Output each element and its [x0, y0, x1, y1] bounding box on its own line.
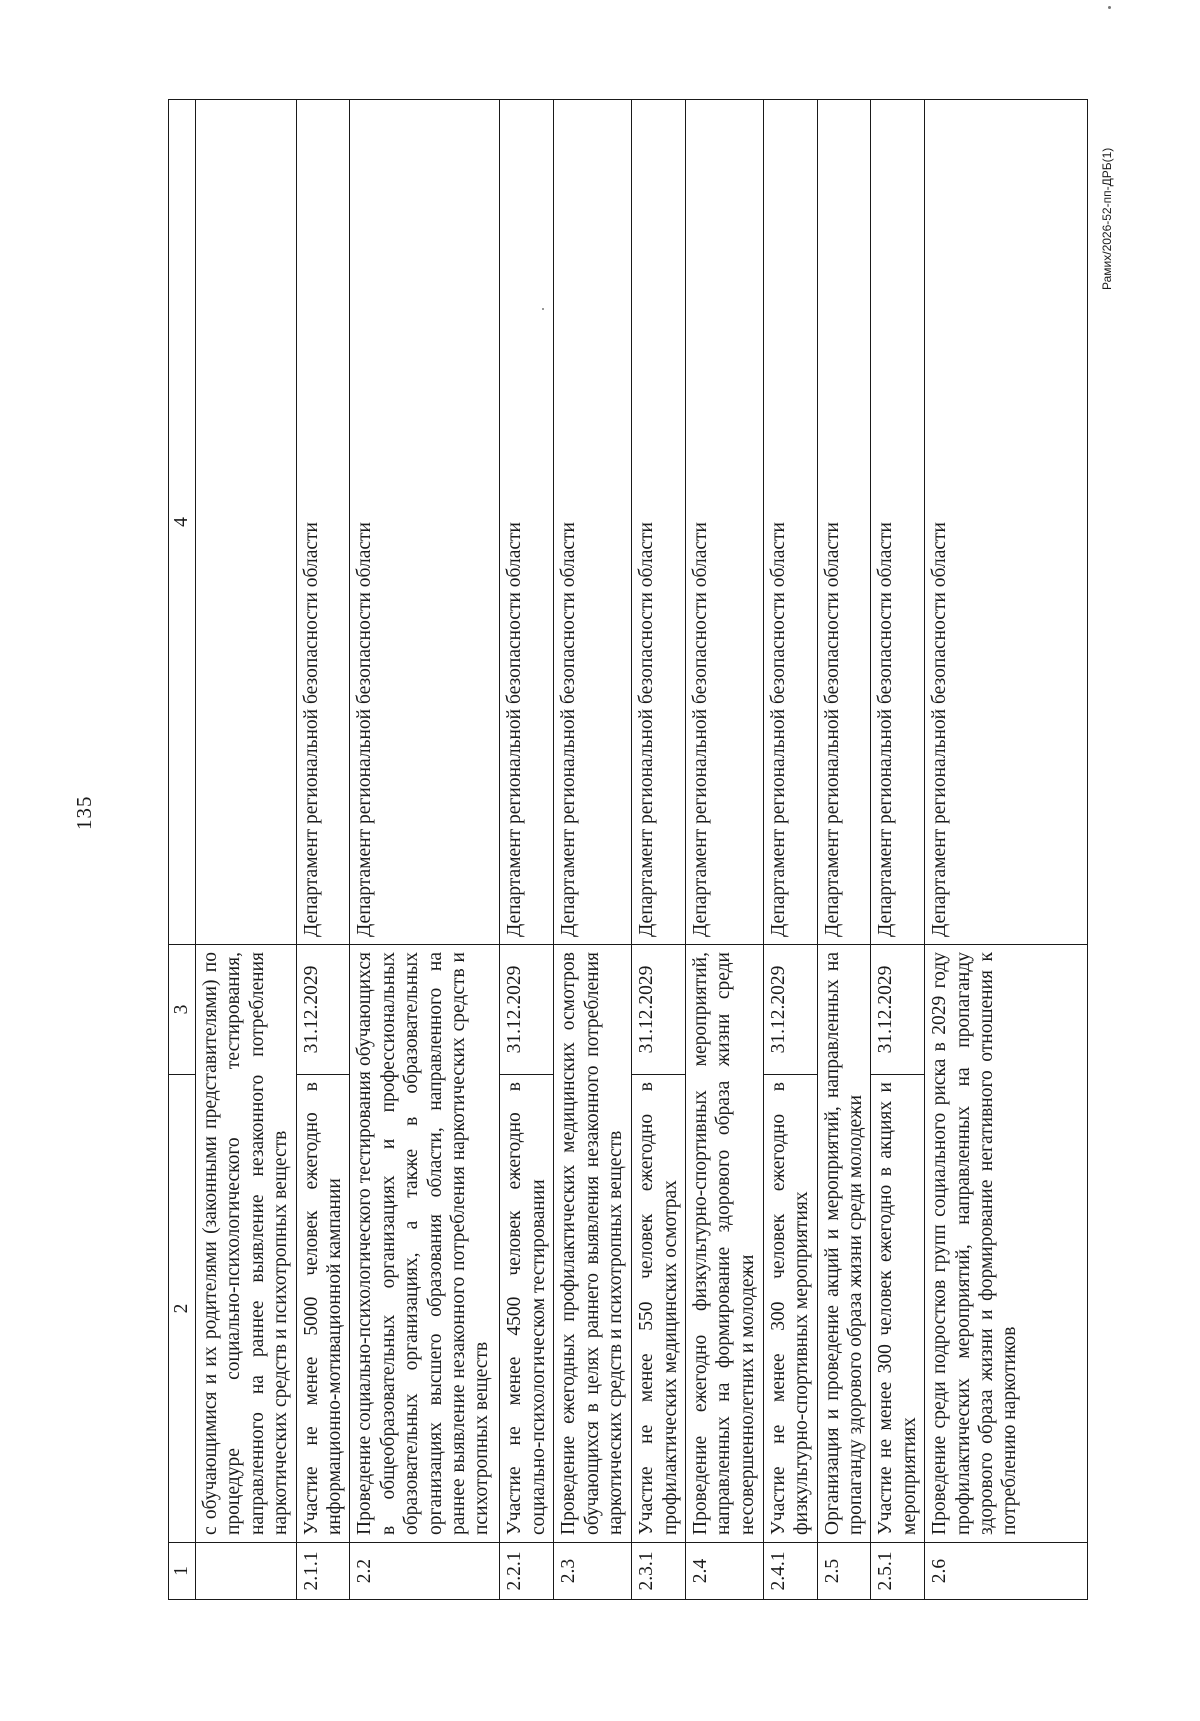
header-col-1: 1 — [169, 1543, 196, 1600]
row-responsible: Департамент региональной безопасности области — [554, 100, 632, 945]
table-row — [871, 100, 925, 1600]
row-description: Организация и проведение акций и мероприятий, направленных на пропаганду здорового образа жизни среди молодежи — [817, 945, 871, 1543]
row-responsible: Департамент региональной безопасности области — [871, 100, 925, 945]
row-description: Проведение среди подростков групп социального риска в 2029 году профилактических мероприятий, направленных на пропаганду здорового образа жизни и формирование негативного отношения к потреблению наркотиков — [925, 945, 1088, 1543]
table-header-row — [169, 100, 196, 1600]
row-description: Проведение ежегодных профилактических медицинских осмотров обучающихся в целях раннего выявления незаконного потребления наркотических средств и психотропных веществ — [554, 945, 632, 1543]
row-responsible: Департамент региональной безопасности области — [632, 100, 686, 945]
header-col-3: 3 — [169, 945, 196, 1075]
row-responsible: Департамент региональной безопасности области — [296, 100, 350, 945]
row-description: Проведение ежегодно физкультурно-спортивных мероприятий, направленных на формирование здорового образа жизни среди несовершеннолетних и молодежи — [685, 945, 763, 1543]
table-row — [817, 100, 871, 1600]
document-code: Рамих/2026-52-пп-ДРБ(1) — [1100, 147, 1114, 290]
row-responsible: Департамент региональной безопасности области — [500, 100, 554, 945]
row-deadline: 31.12.2029 — [296, 945, 350, 1075]
row-description: Участие не менее 550 человек ежегодно в профилактических медицинских осмотрах — [632, 1075, 686, 1543]
row-number: 2.2 — [350, 1543, 500, 1600]
table-row — [763, 100, 817, 1600]
table-row — [685, 100, 763, 1600]
row-number: 2.2.1 — [500, 1543, 554, 1600]
plan-table — [168, 99, 1088, 1600]
row-description: Участие не менее 4500 человек ежегодно в социально-психологическом тестировании — [500, 1075, 554, 1543]
scan-mark — [1108, 6, 1111, 9]
row-number: 2.3 — [554, 1543, 632, 1600]
row-responsible: Департамент региональной безопасности области — [350, 100, 500, 945]
row-deadline: 31.12.2029 — [632, 945, 686, 1075]
row-number: 2.5 — [817, 1543, 871, 1600]
table-row — [350, 100, 500, 1600]
row-responsible-cell — [196, 100, 297, 945]
row-description: Участие не менее 300 человек ежегодно в акциях и мероприятиях — [871, 1075, 925, 1543]
row-number: 2.3.1 — [632, 1543, 686, 1600]
table-row — [500, 100, 554, 1600]
header-col-2: 2 — [169, 1075, 196, 1543]
row-description-cell: с обучающимися и их родителями (законными представителями) по процедуре социально-психологического тестирования, направленного на раннее выявление незаконного потребления наркотических средств и психотропных веществ — [196, 945, 297, 1543]
table-row-continuation — [196, 100, 297, 1600]
row-description: Проведение социально-психологического тестирования обучающихся в общеобразовательных организациях и профессиональных образовательных организациях, а также в образовательных организациях высшего образования области, направленного на раннее выявление незаконного потребления наркотических средств и психотропных веществ — [350, 945, 500, 1543]
row-number: 2.4.1 — [763, 1543, 817, 1600]
table-row — [925, 100, 1088, 1600]
row-responsible: Департамент региональной безопасности области — [685, 100, 763, 945]
table-row — [296, 100, 350, 1600]
row-responsible: Департамент региональной безопасности области — [925, 100, 1088, 945]
row-responsible: Департамент региональной безопасности области — [763, 100, 817, 945]
row-responsible: Департамент региональной безопасности области — [817, 100, 871, 945]
row-number: 2.4 — [685, 1543, 763, 1600]
row-description: Участие не менее 5000 человек ежегодно в информационно-мотивационной кампании — [296, 1075, 350, 1543]
row-number-cell — [196, 1543, 297, 1600]
row-number: 2.6 — [925, 1543, 1088, 1600]
row-number: 2.1.1 — [296, 1543, 350, 1600]
row-deadline: 31.12.2029 — [871, 945, 925, 1075]
row-description: Участие не менее 300 человек ежегодно в физкультурно-спортивных мероприятиях — [763, 1075, 817, 1543]
header-col-4: 4 — [169, 100, 196, 945]
table-row — [632, 100, 686, 1600]
plan-table-container — [168, 100, 1088, 1600]
row-deadline: 31.12.2029 — [763, 945, 817, 1075]
table-row — [554, 100, 632, 1600]
row-deadline: 31.12.2029 — [500, 945, 554, 1075]
page-number: 135 — [72, 795, 96, 830]
row-number: 2.5.1 — [871, 1543, 925, 1600]
